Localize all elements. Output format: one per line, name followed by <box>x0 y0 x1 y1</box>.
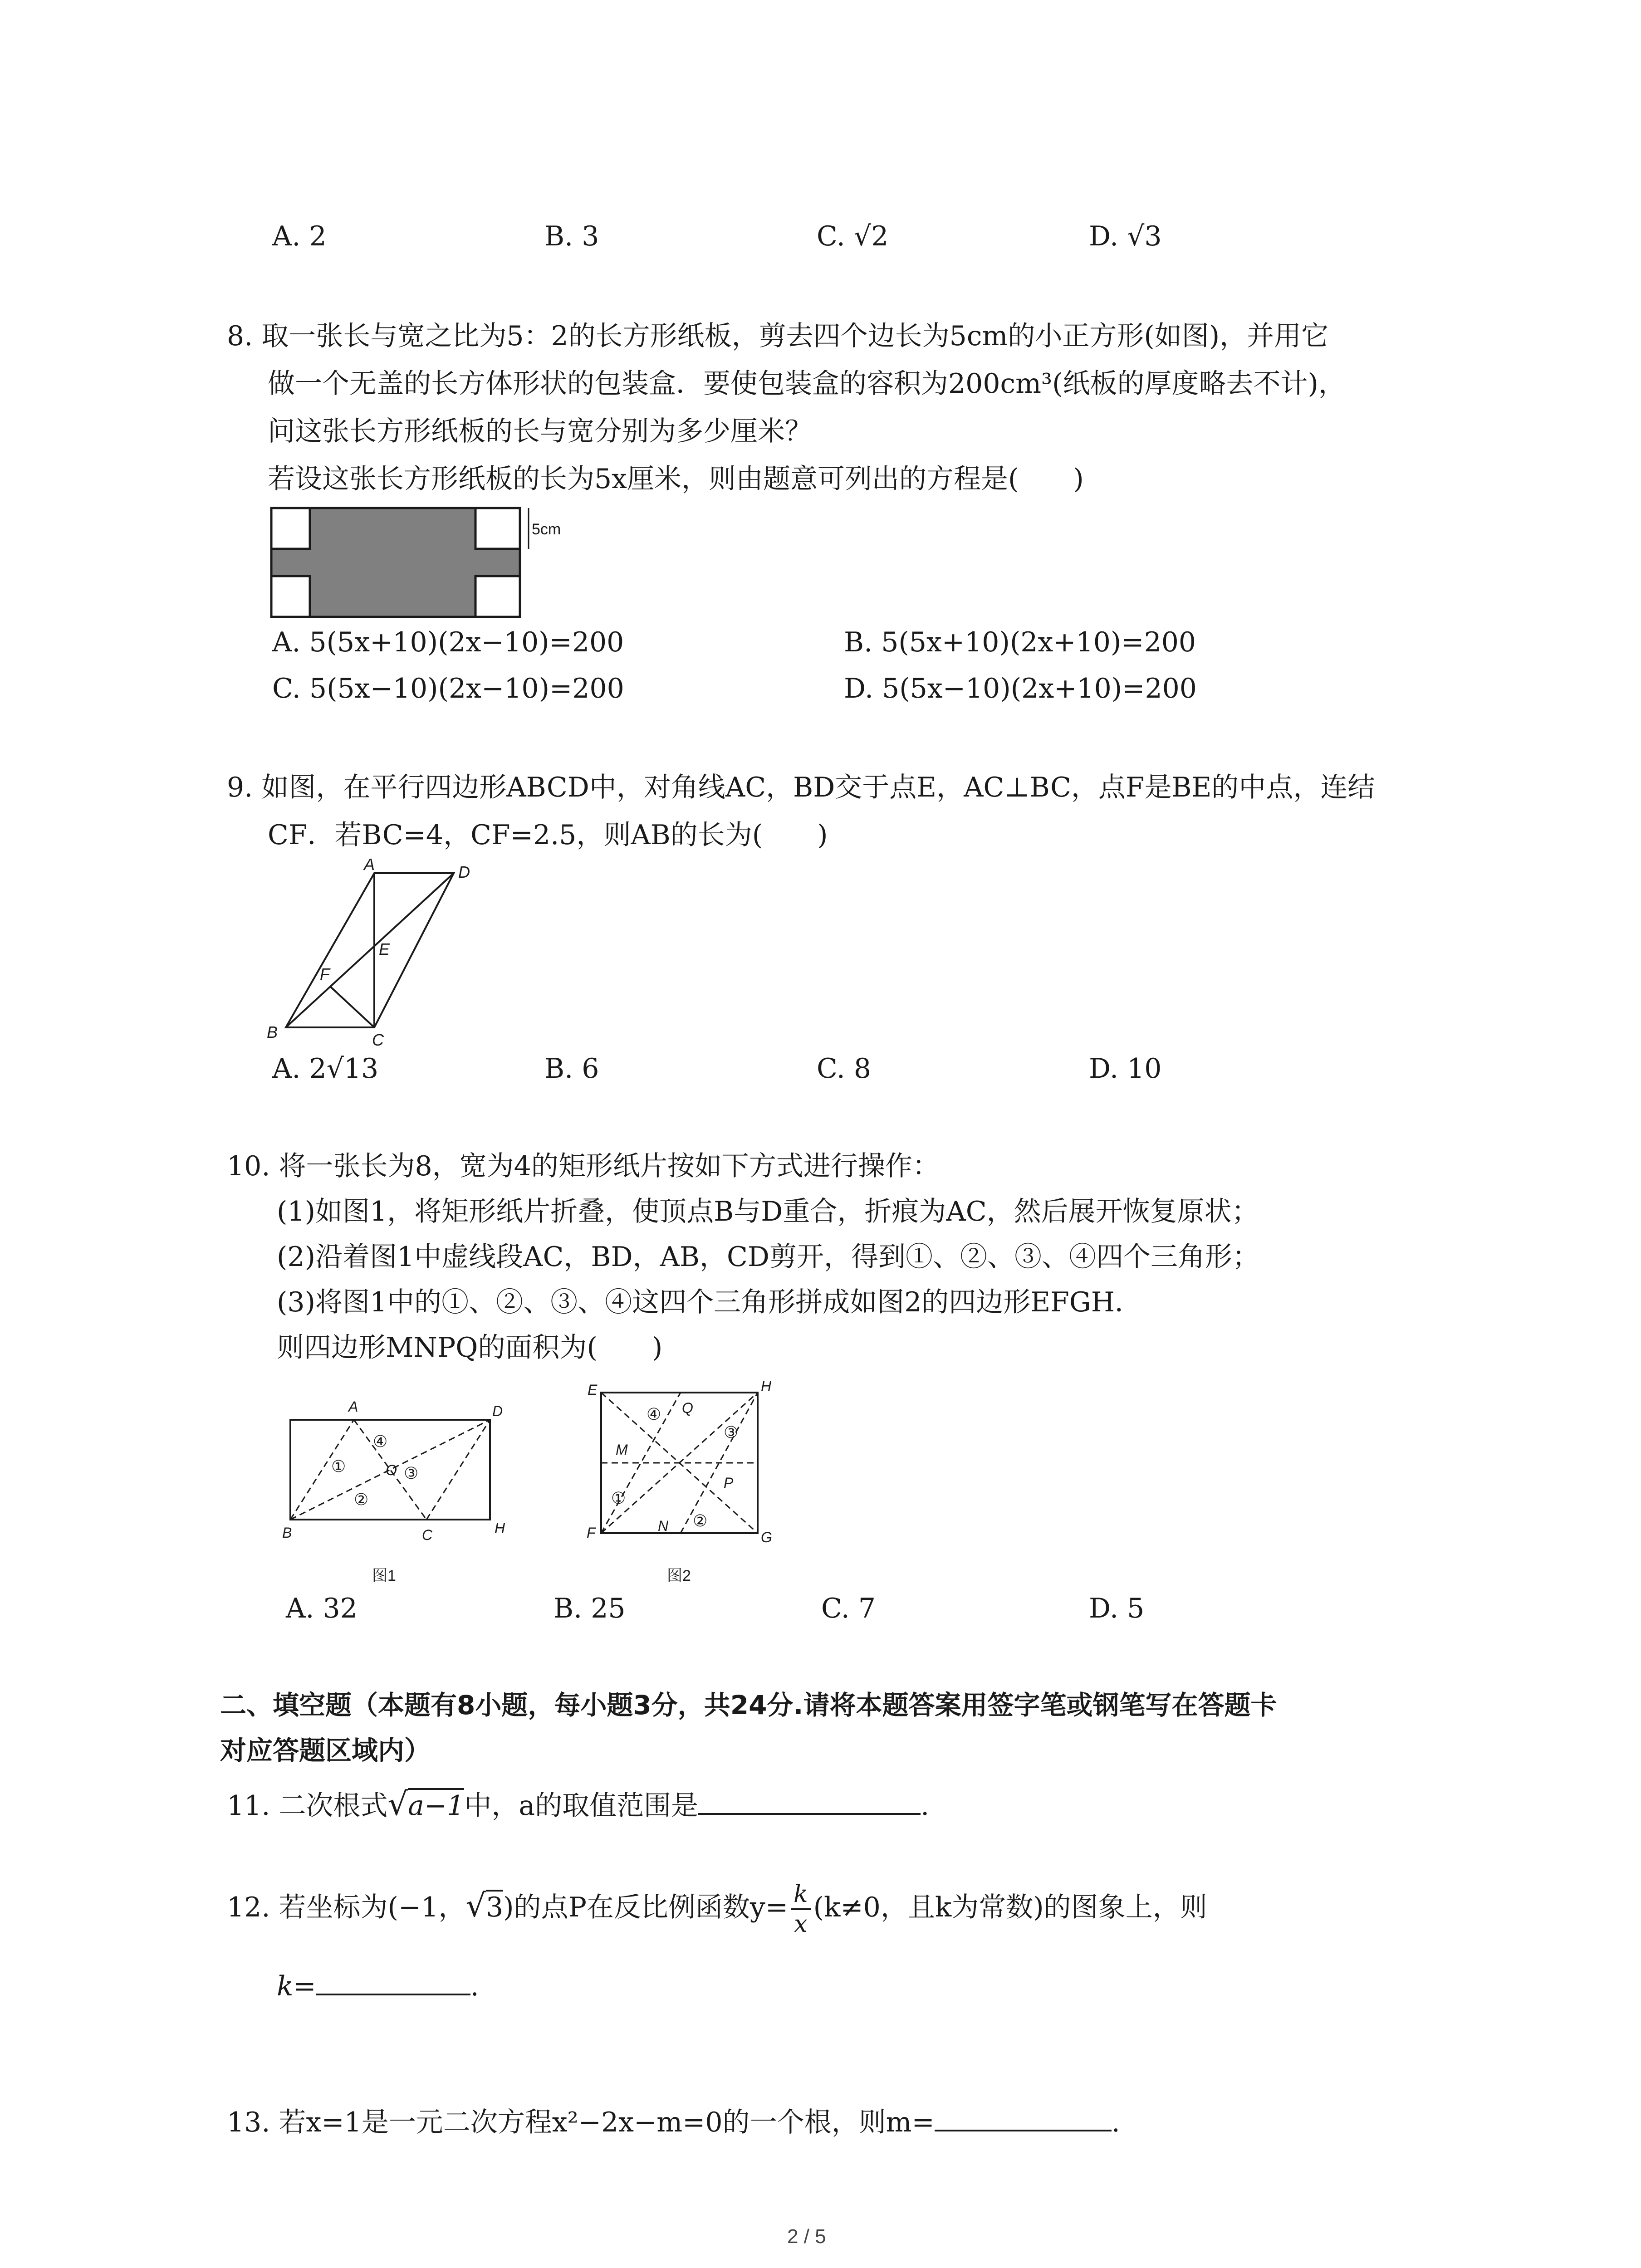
q13-end: . <box>1111 2107 1120 2138</box>
q12-suffix: (k≠0，且k为常数)的图象上，则 <box>813 1891 1207 1923</box>
q11-prefix: 11. 二次根式 <box>227 1790 388 1822</box>
q8-option-c: C. 5(5x−10)(2x−10)=200 <box>272 673 624 704</box>
q7-option-d: D. √3 <box>1089 220 1162 252</box>
q11-radicand: a−1 <box>408 1788 464 1822</box>
q9-label-d: D <box>458 863 470 881</box>
q8-option-a: A. 5(5x+10)(2x−10)=200 <box>272 626 624 658</box>
fig2-region-2: ② <box>693 1511 708 1530</box>
q9-label-e: E <box>379 940 390 958</box>
q11-end: . <box>921 1790 930 1822</box>
fig2-region-1: ① <box>611 1489 626 1507</box>
q8-line2: 做一个无盖的长方体形状的包装盒．要使包装盒的容积为200cm³(纸板的厚度略去不计)， <box>268 368 1346 400</box>
section2-heading-line1: 二、填空题（本题有8小题，每小题3分，共24分.请将本题答案用签字笔或钢笔写在答题卡 <box>220 1690 1277 1721</box>
q11 <box>227 1785 929 1823</box>
q12-answer-blank[interactable] <box>316 1966 470 1995</box>
q11-suffix: 中，a的取值范围是 <box>464 1790 699 1822</box>
q7-option-a: A. 2 <box>272 220 327 252</box>
fig2-region-3: ③ <box>724 1423 739 1442</box>
fig2-label-f: F <box>587 1525 596 1541</box>
q8-line1: 8. 取一张长与宽之比为5：2的长方形纸板，剪去四个边长为5cm的小正方形(如图)，并用它 <box>227 320 1329 352</box>
q10-figure-2 <box>574 1368 792 1585</box>
q10-figure-1 <box>272 1388 526 1588</box>
q8-line4: 若设这张长方形纸板的长为5x厘米，则由题意可列出的方程是( ) <box>268 463 1084 495</box>
q12-fraction <box>791 1880 811 1939</box>
q11-answer-blank[interactable] <box>698 1786 921 1815</box>
q8-option-b: B. 5(5x+10)(2x+10)=200 <box>844 626 1196 658</box>
fig1-label-b: B <box>282 1525 292 1541</box>
q12-frac-den: x <box>794 1911 808 1938</box>
q9-line1: 9. 如图，在平行四边形ABCD中，对角线AC，BD交于点E，AC⊥BC，点F是BE的中点，连结 <box>227 772 1375 803</box>
q12-mid: )的点P在反比例函数y= <box>503 1891 789 1923</box>
q10-line3: (2)沿着图1中虚线段AC，BD，AB，CD剪开，得到①、②、③、④四个三角形； <box>277 1241 1260 1273</box>
q10-line1: 10. 将一张长为8，宽为4的矩形纸片按如下方式进行操作： <box>227 1150 940 1182</box>
fig2-label-p: P <box>724 1475 734 1491</box>
q10-option-a: A. 32 <box>286 1593 358 1624</box>
fig1-caption: 图1 <box>372 1567 396 1584</box>
q12-line2 <box>277 1966 479 2003</box>
fig1-label-h: H <box>495 1520 505 1536</box>
q9-option-a: A. 2√13 <box>272 1053 379 1085</box>
q10-line5: 则四边形MNPQ的面积为( ) <box>277 1332 663 1364</box>
q9-label-a: A <box>364 857 375 874</box>
fig1-label-a: A <box>348 1398 358 1415</box>
section2-heading-line2: 对应答题区域内） <box>220 1735 431 1766</box>
fig1-label-d: D <box>492 1403 503 1419</box>
q8-cardboard-figure <box>268 503 585 621</box>
q9-option-c: C. 8 <box>817 1053 872 1085</box>
fig2-label-g: G <box>761 1529 772 1545</box>
q8-line3: 问这张长方形纸板的长与宽分别为多少厘米？ <box>268 415 812 447</box>
fig1-label-c: C <box>422 1527 433 1543</box>
q13 <box>227 2102 1120 2139</box>
fig1-region-4: ④ <box>373 1432 388 1451</box>
q12-end: . <box>470 1970 479 2002</box>
fig2-label-m: M <box>616 1442 628 1458</box>
q10-option-b: B. 25 <box>554 1593 626 1624</box>
q9-option-b: B. 6 <box>544 1053 599 1085</box>
q9-option-d: D. 10 <box>1089 1053 1162 1085</box>
q7-option-b: B. 3 <box>544 220 599 252</box>
q9-label-b: B <box>267 1023 278 1041</box>
q12-radicand: 3 <box>486 1890 503 1923</box>
q7-option-c: C. √2 <box>817 220 889 252</box>
q9-line2: CF．若BC=4，CF=2.5，则AB的长为( ) <box>268 819 828 851</box>
q12-frac-num: k <box>791 1880 811 1910</box>
fig2-label-n: N <box>658 1518 669 1534</box>
q12-line1 <box>227 1880 1207 1939</box>
q13-answer-blank[interactable] <box>935 2102 1112 2131</box>
q8-fig-label: 5cm <box>532 521 561 538</box>
fig1-region-1: ① <box>331 1457 346 1476</box>
q8-option-d: D. 5(5x−10)(2x+10)=200 <box>844 673 1197 704</box>
sqrt-symbol: √ <box>387 1785 408 1823</box>
fig2-label-e: E <box>588 1382 598 1398</box>
fig1-region-3: ③ <box>404 1464 419 1482</box>
q13-text: 13. 若x=1是一元二次方程x²−2x−m=0的一个根，则m= <box>227 2107 935 2138</box>
sqrt-symbol: √ <box>465 1887 486 1924</box>
page-number: 2 / 5 <box>787 2225 826 2248</box>
q12-prefix: 12. 若坐标为(−1， <box>227 1891 466 1923</box>
q10-line4: (3)将图1中的①、②、③、④这四个三角形拼成如图2的四边形EFGH． <box>277 1286 1142 1318</box>
q10-option-d: D. 5 <box>1089 1593 1145 1624</box>
q10-line2: (1)如图1，将矩形纸片折叠，使顶点B与D重合，折痕为AC，然后展开恢复原状； <box>277 1196 1259 1227</box>
q10-option-c: C. 7 <box>821 1593 876 1624</box>
fig1-label-o: O <box>386 1462 397 1478</box>
q9-label-c: C <box>372 1031 384 1048</box>
fig2-label-h: H <box>761 1378 772 1394</box>
fig1-region-2: ② <box>354 1490 369 1509</box>
q9-label-f: F <box>320 965 330 983</box>
fig2-label-q: Q <box>682 1400 693 1416</box>
fig2-caption: 图2 <box>667 1567 691 1584</box>
fig2-region-4: ④ <box>647 1405 661 1423</box>
q12-line2-prefix: k= <box>277 1970 316 2002</box>
q9-parallelogram-figure <box>263 857 499 1048</box>
